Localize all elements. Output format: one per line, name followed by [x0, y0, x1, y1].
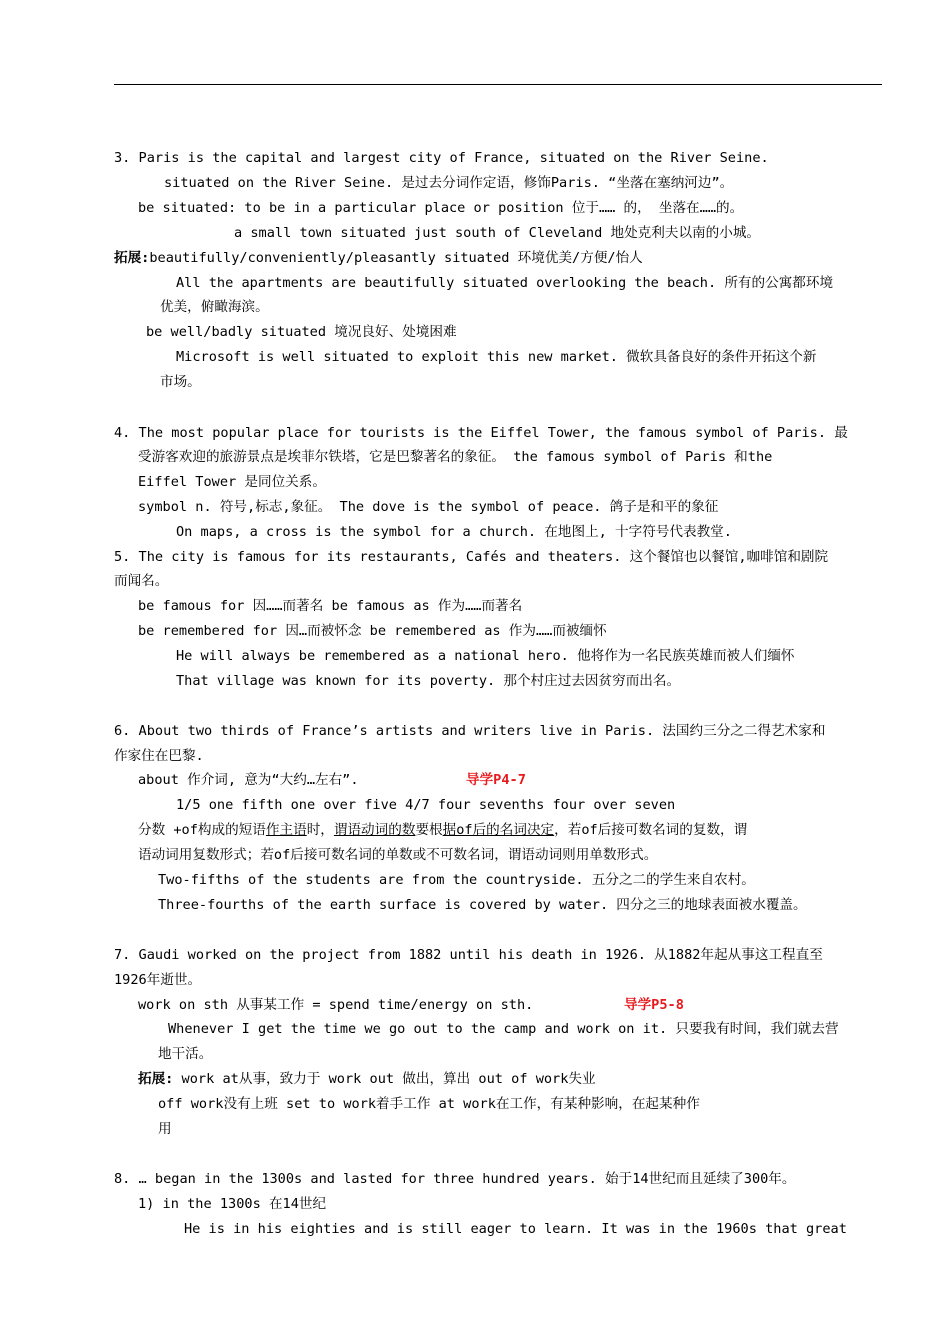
- item-5-line-3: be famous for 因……而著名 be famous as 作为……而著名: [138, 598, 523, 614]
- extension-label: 拓展:: [138, 1071, 174, 1087]
- item-8-line-1: 8. … began in the 1300s and lasted for three hundred years. 始于14世纪而且延续了300年。: [114, 1171, 796, 1187]
- text-segment: 时，: [306, 822, 334, 838]
- item-7-line-1: 7. Gaudi worked on the project from 1882 until his death in 1926. 从1882年起从事这工程直至: [114, 947, 823, 963]
- item-3-line-1: 3. Paris is the capital and largest city of France, situated on the River Seine.: [114, 150, 769, 166]
- item-3-line-10: 市场。: [160, 374, 201, 390]
- text-segment: 分数 +of构成的短语: [138, 822, 266, 838]
- item-3-line-6: All the apartments are beautifully situated overlooking the beach. 所有的公寓都环境: [176, 275, 834, 291]
- item-4-line-2: 受游客欢迎的旅游景点是埃菲尔铁塔，它是巴黎著名的象征。 the famous symbol of Paris 和the: [138, 449, 773, 465]
- item-6-line-2: 作家住在巴黎.: [114, 748, 204, 764]
- item-4-line-3: Eiffel Tower 是同位关系。: [138, 474, 326, 490]
- item-7-line-3: work on sth 从事某工作 = spend time/energy on sth.: [138, 997, 534, 1013]
- underlined-verb-number: 谓语动词的数: [333, 822, 416, 838]
- item-5-line-6: That village was known for its poverty. 那个村庄过去因贫穷而出名。: [176, 673, 681, 689]
- item-3-line-9: Microsoft is well situated to exploit this new market. 微软具备良好的条件开拓这个新: [176, 349, 817, 365]
- item-5-line-4: be remembered for 因…而被怀念 be remembered as 作为……而被缅怀: [138, 623, 607, 639]
- item-7-line-8: 用: [158, 1121, 172, 1137]
- extension-label: 拓展:: [114, 250, 150, 266]
- item-6-line-3: about 作介词, 意为“大约…左右”.: [138, 772, 359, 788]
- item-3-line-8: be well/badly situated 境况良好、处境困难: [146, 324, 457, 340]
- item-3-line-2: situated on the River Seine. 是过去分词作定语，修饰Paris. “坐落在塞纳河边”。: [164, 175, 734, 191]
- text-segment: 要根: [415, 822, 443, 838]
- item-7-extension: [138, 1069, 596, 1089]
- item-5-line-1: 5. The city is famous for its restaurants, Cafés and theaters. 这个餐馆也以餐馆,咖啡馆和剧院: [114, 549, 829, 565]
- guide-reference-p5-8: 导学P5-8: [624, 997, 684, 1013]
- item-4-line-1: 4. The most popular place for tourists is the Eiffel Tower, the famous symbol of Paris. 最: [114, 425, 848, 441]
- item-7-line-7: off work没有上班 set to work着手工作 at work在工作，有某种影响，在起某种作: [158, 1096, 700, 1112]
- guide-reference-p4-7: 导学P4-7: [466, 772, 526, 788]
- item-7-line-5: 地干活。: [158, 1046, 213, 1062]
- text-segment: ，若of后接可数名词的复数，谓: [554, 822, 748, 838]
- extension-text: beautifully/conveniently/pleasantly situated 环境优美/方便/怡人: [149, 250, 643, 266]
- item-6-line-5: [138, 820, 747, 840]
- item-4-line-5: On maps, a cross is the symbol for a church. 在地图上, 十字符号代表教堂.: [176, 524, 732, 540]
- item-3-line-7: 优美，俯瞰海滨。: [160, 299, 269, 315]
- item-7-line-4: Whenever I get the time we go out to the camp and work on it. 只要我有时间，我们就去营: [168, 1021, 839, 1037]
- item-4-line-4: symbol n. 符号,标志,象征。 The dove is the symbol of peace. 鸽子是和平的象征: [138, 499, 719, 515]
- underlined-subject: 作主语: [265, 822, 307, 838]
- item-5-line-5: He will always be remembered as a national hero. 他将作为一名民族英雄而被人们缅怀: [176, 648, 795, 664]
- extension-text: work at从事，致力于 work out 做出，算出 out of work失业: [173, 1071, 596, 1087]
- underlined-rule: 据of后的名词决定: [442, 822, 555, 838]
- item-6-line-4: 1/5 one fifth one over five 4/7 four sevenths four over seven: [176, 797, 676, 813]
- item-3-line-4: a small town situated just south of Cleveland 地处克利夫以南的小城。: [234, 225, 761, 241]
- item-6-line-8: Three-fourths of the earth surface is covered by water. 四分之三的地球表面被水覆盖。: [158, 897, 807, 913]
- item-8-line-3: He is in his eighties and is still eager to learn. It was in the 1960s that great: [184, 1221, 847, 1237]
- item-7-line-2: 1926年逝世。: [114, 972, 202, 988]
- item-8-line-2: 1) in the 1300s 在14世纪: [138, 1196, 327, 1212]
- item-5-line-2: 而闻名。: [114, 573, 169, 589]
- item-6-line-1: 6. About two thirds of France’s artists and writers live in Paris. 法国约三分之二得艺术家和: [114, 723, 826, 739]
- header-rule: [114, 84, 882, 85]
- item-6-line-7: Two-fifths of the students are from the countryside. 五分之二的学生来自农村。: [158, 872, 755, 888]
- item-6-line-6: 语动词用复数形式；若of后接可数名词的单数或不可数名词，谓语动词则用单数形式。: [138, 847, 658, 863]
- item-3-line-3: be situated: to be in a particular place or position 位于…… 的， 坐落在……的。: [138, 200, 744, 216]
- item-3-extension: [114, 248, 643, 268]
